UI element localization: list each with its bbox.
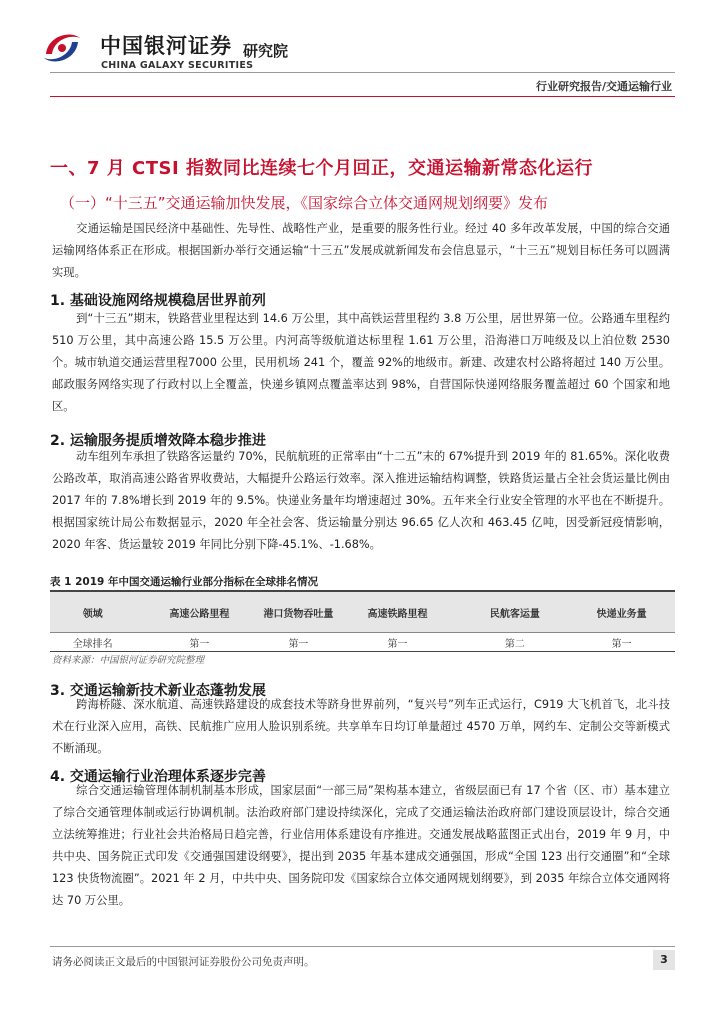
table-cell: 第二 [462,633,569,652]
table-header: 领域 [50,591,135,633]
table-header: 快递业务量 [568,591,675,633]
table-title: 表 1 2019 年中国交通运输行业部分指标在全球排名情况 [50,576,318,588]
table-header: 民航客运量 [462,591,569,633]
section-4-paragraph [52,780,670,912]
section-1-paragraph [52,308,670,418]
section-4-title: 4. 交通运输行业治理体系逐步完善 [50,769,266,785]
footer-divider [50,946,675,947]
table-header: 港口货物吞吐量 [263,591,333,633]
table-cell: 全球排名 [50,633,135,652]
table-header: 高速公路里程 [135,591,263,633]
ranking-table [50,590,675,652]
page-number: 3 [653,950,675,970]
table-cell: 第一 [135,633,263,652]
header-accent-line [50,96,675,97]
report-type: 行业研究报告/交通运输行业 [535,80,672,93]
section-3-title: 3. 交通运输新技术新业态蓬勃发展 [50,683,266,699]
table-cell: 第一 [568,633,675,652]
footer-disclaimer: 请务必阅读正文最后的中国银河证券股份公司免责声明。 [52,956,315,968]
section-2-text: 动车组列车承担了铁路客运量约 70%，民航航班的正常率由“十二五”末的 67%提升到 2019 年的 81.65%。深化收费公路改革，取消高速公路省界收费站，大幅提升公路运行效率。深入推进运输结构调整，铁路货运量占全社会货运量比例由 2017 年的 7.8%增长到 2019 年的 9.5%。快递业务量年均增速超过 30%。五年来全行业安全管理的水平也在不断提升。根据国家统计局公布数据显示，2020 年全社会客、货运输量分别达 96.65 亿人次和 463.45 亿吨，因受新冠疫情影响，2020 年客、货运量较 2019 年同比分别下降-45.1%、-1.68%。 [52,450,670,551]
section-1-text: 到“十三五”期末，铁路营业里程达到 14.6 万公里，其中高铁运营里程约 3.8 万公里，居世界第一位。公路通车里程约510 万公里，其中高速公路 15.5 万公里。内河高等级航道达标里程 1.61 万公里，沿海港口万吨级及以上泊位数 2530 个。城市轨道交通运营里程7000 公里，民用机场 241 个，覆盖 92%的地级市。新建、改建农村公路将超过 140 万公里。邮政服务网络实现了行政村以上全覆盖，快递乡镇网点覆盖率达到 98%，自营国际快递网络服务覆盖超过 60 个国家和地区。 [52,312,670,413]
header-divider [50,72,675,73]
section-3-text: 跨海桥隧、深水航道、高速铁路建设的成套技术等跻身世界前列，“复兴号”列车正式运行，C919 大飞机首飞，北斗技术在行业深入应用，高铁、民航推广应用人脸识别系统。共享单车日均订单量超过 4570 万单，网约车、定制公交等新模式不断涌现。 [52,698,670,755]
galaxy-logo-icon [40,26,84,70]
table-source: 资料来源：中国银河证券研究院整理 [52,655,205,666]
institute-label: 研究院 [243,42,289,60]
section-2-paragraph [52,446,670,556]
table-header: 高速铁路里程 [333,591,461,633]
page-header [0,0,724,100]
heading-2: （一）“十三五”交通运输加快发展，《国家综合立体交通网规划纲要》发布 [60,194,549,212]
section-3-paragraph [52,694,670,760]
intro-paragraph [52,218,670,284]
logo-text-en: CHINA GALAXY SECURITIES [101,60,254,71]
table-row [50,633,675,652]
intro-text: 交通运输是国民经济中基础性、先导性、战略性产业，是重要的服务性行业。经过 40 多年改革发展，中国的综合交通运输网络体系正在形成。根据国新办举行交通运输“十三五”发展成就新闻发布会信息显示，“十三五”规划目标任务可以圆满实现。 [52,222,670,279]
logo-text-cn: 中国银河证券 [100,34,232,58]
table-cell: 第一 [333,633,461,652]
section-1-title: 1. 基础设施网络规模稳居世界前列 [50,293,266,309]
table-header-row [50,591,675,633]
section-2-title: 2. 运输服务提质增效降本稳步推进 [50,433,266,449]
section-4-text: 综合交通运输管理体制机制基本形成，国家层面“一部三局”架构基本建立，省级层面已有 17 个省（区、市）基本建立了综合交通管理体制或运行协调机制。法治政府部门建设持续深化，完成了交通运输法治政府部门建设顶层设计，综合交通立法统筹推进；行业社会共治格局日趋完善，行业信用体系建设有序推进。交通发展战略蓝图正式出台，2019 年 9 月，中共中央、国务院正式印发《交通强国建设纲要》，提出到 2035 年基本建成交通强国，形成“全国 123 出行交通圈”和“全球 123 快货物流圈”。2021 年 2 月，中共中央、国务院印发《国家综合立体交通网规划纲要》，到 2035 年综合立体交通网将达 70 万公里。 [52,784,670,907]
heading-1: 一、7 月 CTSI 指数同比连续七个月回正，交通运输新常态化运行 [50,158,593,179]
table-cell: 第一 [263,633,333,652]
